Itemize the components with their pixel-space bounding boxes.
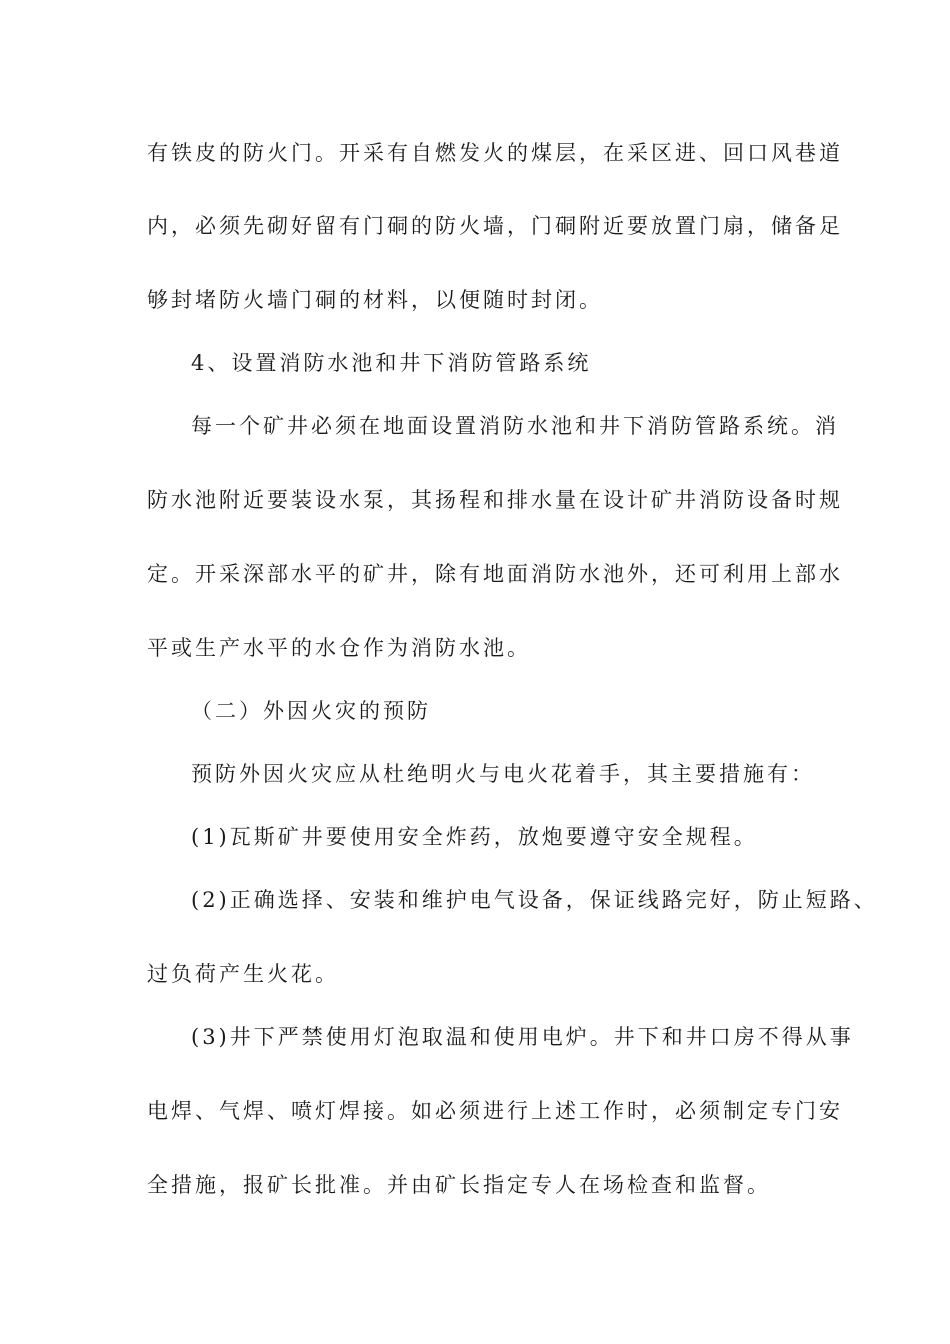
text-line: 够封堵防火墙门硐的材料，以便随时封闭。 (147, 288, 603, 312)
section-heading: （二）外因火灾的预防 (191, 699, 431, 723)
text-line: 定。开采深部水平的矿井，除有地面消防水池外，还可利用上部水 (147, 562, 843, 586)
list-item: (1)瓦斯矿井要使用安全炸药，放炮要遵守安全规程。 (191, 825, 758, 849)
text-line: 内，必须先砌好留有门硐的防火墙，门硐附近要放置门扇，储备足 (147, 214, 843, 238)
list-item: (2)正确选择、安装和维护电气设备，保证线路完好，防止短路、 (191, 888, 878, 912)
text-line: 每一个矿井必须在地面设置消防水池和井下消防管路系统。消 (191, 414, 839, 438)
text-line: 有铁皮的防火门。开采有自燃发火的煤层，在采区进、回口风巷道 (147, 141, 843, 165)
text-line: 过负荷产生火花。 (147, 962, 339, 986)
text-line: 电焊、气焊、喷灯焊接。如必须进行上述工作时，必须制定专门安 (147, 1099, 843, 1123)
text-line: 全措施，报矿长批准。并由矿长指定专人在场检查和监督。 (147, 1173, 771, 1197)
text-line: 平或生产水平的水仓作为消防水池。 (147, 636, 531, 660)
section-heading: 4、设置消防水池和井下消防管路系统 (191, 351, 592, 375)
text-line: 防水池附近要装设水泵，其扬程和排水量在设计矿井消防设备时规 (147, 488, 843, 512)
list-item: (3)井下严禁使用灯泡取温和使用电炉。井下和井口房不得从事 (191, 1025, 854, 1049)
text-line: 预防外因火灾应从杜绝明火与电火花着手，其主要措施有： (191, 762, 815, 786)
